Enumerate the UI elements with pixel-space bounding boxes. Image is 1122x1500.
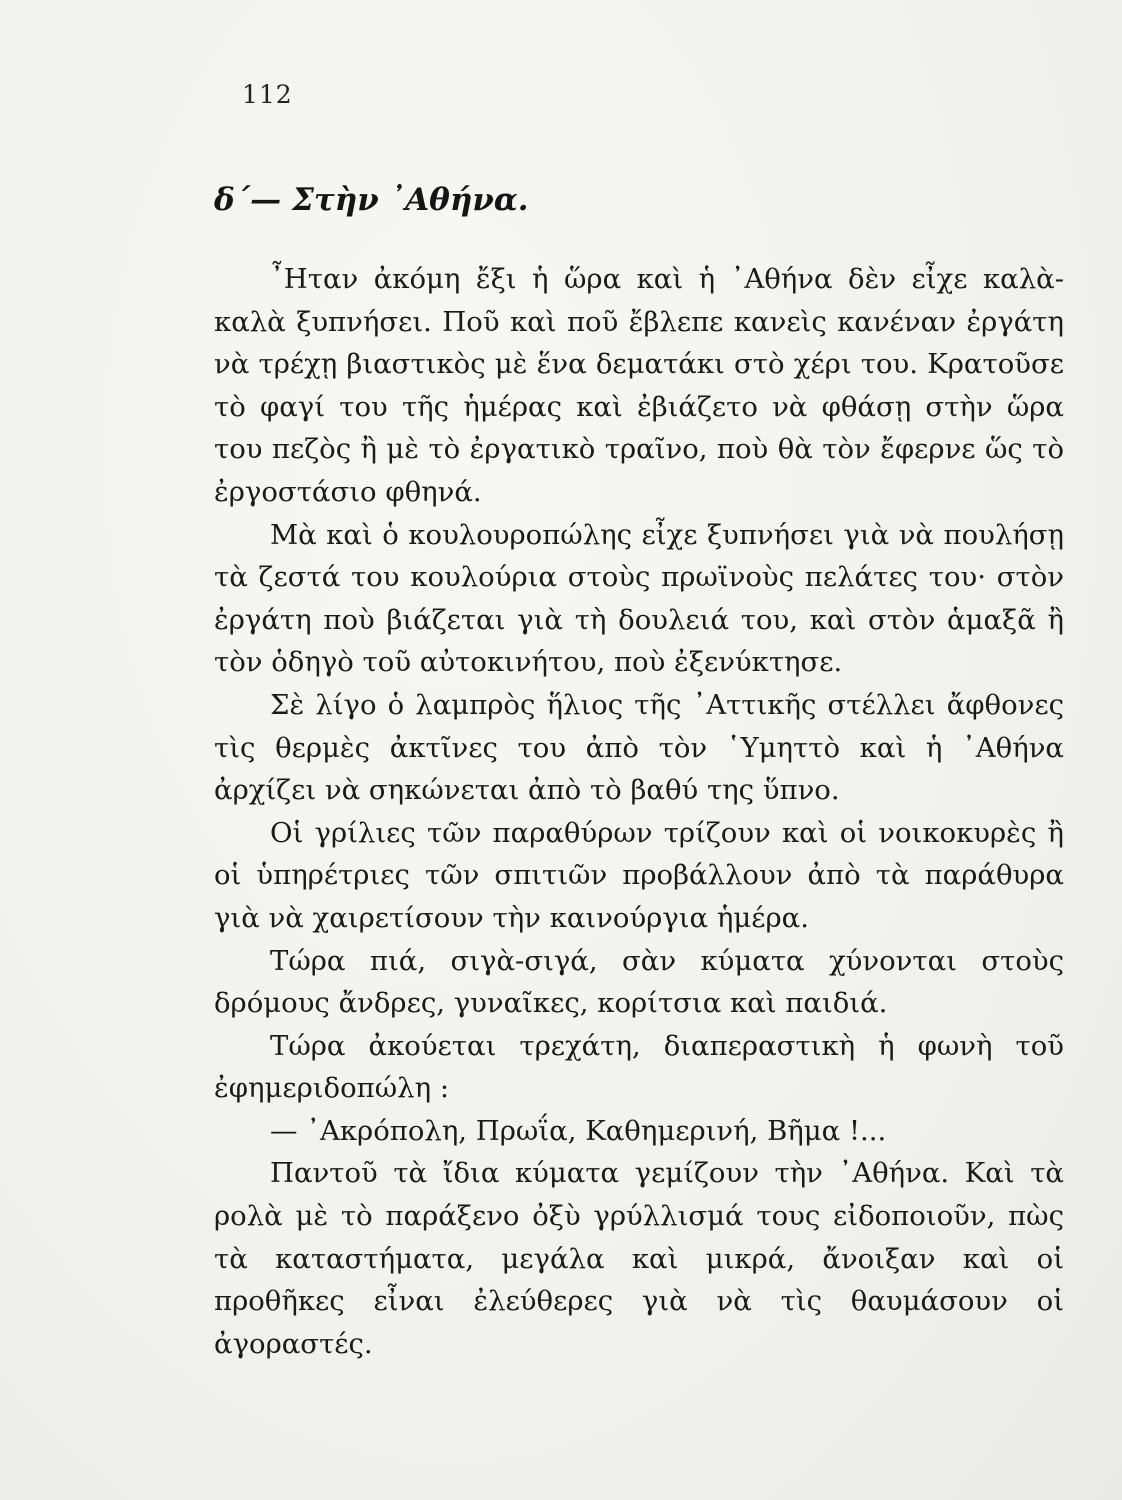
paragraph: Τώρα πιά, σιγὰ-σιγά, σὰν κύματα χύνονται στοὺς δρόμους ἄνδρες, γυναῖκες, κορίτσια καὶ παιδιά. — [214, 944, 1064, 1020]
paragraph: ῏Ηταν ἀκόμη ἔξι ἡ ὥρα καὶ ἡ ᾿Αθήνα δὲν εἶχε καλὰ-καλὰ ξυπνήσει. Ποῦ καὶ ποῦ ἔβλεπε κανεὶς κανέναν ἐργάτη νὰ τρέχῃ βιαστικὸς μὲ ἕνα δεματάκι στὸ χέρι του. Κρατοῦσε τὸ φαγί του τῆς ἡμέρας καὶ ἐβιάζετο νὰ φθάσῃ στὴν ὥρα του πεζὸς ἢ μὲ τὸ ἐργατικὸ τραῖνο, ποὺ θὰ τὸν ἔφερνε ὥς τὸ ἐργοστάσιο φθηνά. — [214, 263, 1064, 508]
paragraph: Μὰ καὶ ὁ κουλουροπώλης εἶχε ξυπνήσει γιὰ νὰ πουλήσῃ τὰ ζεστά του κουλούρια στοὺς πρωϊνοὺς πελάτες του· στὸν ἐργάτη ποὺ βιάζεται γιὰ τὴ δουλειά του, καὶ στὸν ἁμαξᾶ ἢ τὸν ὁδηγὸ τοῦ αὐτοκινήτου, ποὺ ἐξενύκτησε. — [214, 518, 1064, 679]
paragraph: Σὲ λίγο ὁ λαμπρὸς ἥλιος τῆς ᾿Αττικῆς στέλλει ἄφθονες τὶς θερμὲς ἀκτῖνες του ἀπὸ τὸν ῾Υμηττὸ καὶ ἡ ᾿Αθήνα ἀρχίζει νὰ σηκώνεται ἀπὸ τὸ βαθύ της ὕπνο. — [214, 688, 1064, 807]
chapter-title: δ΄— Στὴν ᾿Αθήνα. — [214, 182, 529, 218]
body-text — [214, 258, 1064, 1365]
dialogue-line: — ᾿Ακρόπολη, Πρωΐα, Καθημερινή, Βῆμα !... — [270, 1114, 887, 1147]
paragraph: Τώρα ἀκούεται τρεχάτη, διαπεραστικὴ ἡ φωνὴ τοῦ ἐφημεριδοπώλη : — [214, 1029, 1064, 1105]
paragraph: Οἱ γρίλιες τῶν παραθύρων τρίζουν καὶ οἱ νοικοκυρὲς ἢ οἱ ὑπηρέτριες τῶν σπιτιῶν προβάλλουν ἀπὸ τὰ παράθυρα γιὰ νὰ χαιρετίσουν τὴν καινούργια ἡμέρα. — [214, 816, 1064, 934]
page-number: 112 — [242, 80, 293, 109]
paragraph: Παντοῦ τὰ ἴδια κύματα γεμίζουν τὴν ᾿Αθήνα. Καὶ τὰ ρολὰ μὲ τὸ παράξενο ὀξὺ γρύλλισμά τους εἰδοποιοῦν, πὼς τὰ καταστήματα, μεγάλα καὶ μικρά, ἄνοιξαν καὶ οἱ προθῆκες εἶναι ἐλεύθερες γιὰ νὰ τὶς θαυμάσουν οἱ ἀγοραστές. — [214, 1157, 1064, 1360]
